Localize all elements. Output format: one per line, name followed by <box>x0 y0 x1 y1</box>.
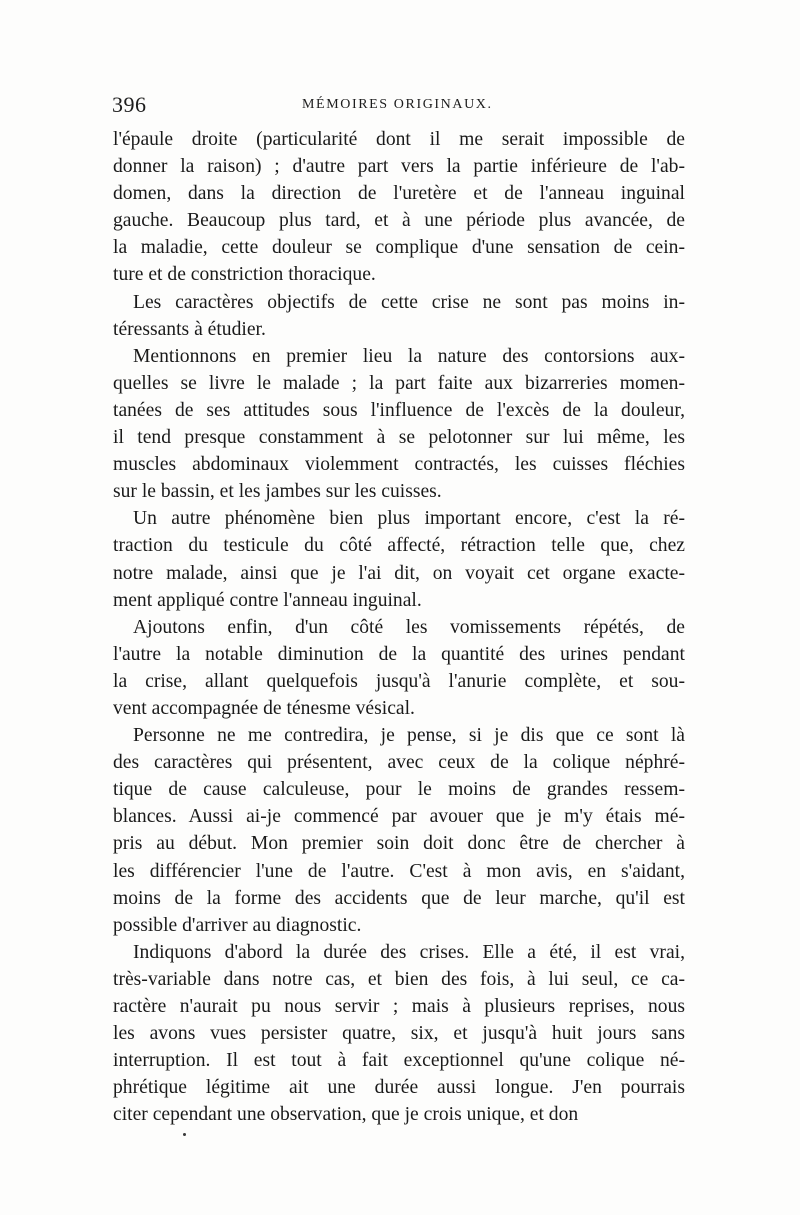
text-line: des caractères qui présentent, avec ceux de la colique néphré- <box>113 752 685 774</box>
text-line: moins de la forme des accidents que de leur marche, qu'il est <box>113 887 685 909</box>
text-line: Les caractères objectifs de cette crise ne sont pas moins in- <box>133 291 685 313</box>
paragraph <box>113 343 685 506</box>
text-line: phrétique légitime ait une durée aussi longue. J'en pourrais <box>113 1077 685 1099</box>
text-line: la maladie, cette douleur se complique d'une sensation de cein- <box>113 237 685 259</box>
text-line: tique de cause calculeuse, pour le moins de grandes ressem- <box>113 779 685 801</box>
text-line: l'épaule droite (particularité dont il me serait impossible de <box>113 129 685 150</box>
text-line: les différencier l'une de l'autre. C'est à mon avis, en s'aidant, <box>113 860 685 882</box>
text-line: domen, dans la direction de l'uretère et de l'anneau inguinal <box>113 183 685 205</box>
text-line: Mentionnons en premier lieu la nature des contorsions aux- <box>133 345 685 367</box>
text-line: sur le bassin, et les jambes sur les cuisses. <box>113 481 442 503</box>
text-line: ment appliqué contre l'anneau inguinal. <box>113 589 422 611</box>
text-line: blances. Aussi ai-je commencé par avouer que je m'y étais mé- <box>113 806 685 828</box>
paragraph <box>113 505 685 613</box>
text-line: donner la raison) ; d'autre part vers la partie inférieure de l'ab- <box>113 156 685 178</box>
text-line: muscles abdominaux violemment contractés, les cuisses fléchies <box>113 454 685 476</box>
paragraph <box>113 614 685 722</box>
text-line: Indiquons d'abord la durée des crises. Elle a été, il est vrai, <box>133 941 685 963</box>
text-line: quelles se livre le malade ; la part faite aux bizarreries momen- <box>113 372 685 394</box>
text-line: interruption. Il est tout à fait exceptionnel qu'une colique né- <box>113 1050 685 1072</box>
text-line: la crise, allant quelquefois jusqu'à l'anurie complète, et sou- <box>113 670 685 692</box>
text-line: Un autre phénomène bien plus important encore, c'est la ré- <box>133 508 685 530</box>
text-line: citer cependant une observation, que je crois unique, et don <box>113 1104 579 1126</box>
text-line: gauche. Beaucoup plus tard, et à une période plus avancée, de <box>113 210 685 232</box>
text-line: les avons vues persister quatre, six, et jusqu'à huit jours sans <box>113 1023 685 1045</box>
text-line: tanées de ses attitudes sous l'influence de l'excès de la douleur, <box>113 399 685 421</box>
text-line: pris au début. Mon premier soin doit donc être de chercher à <box>113 833 685 855</box>
running-title: MÉMOIRES ORIGINAUX. <box>302 97 493 112</box>
body-text <box>113 126 685 1128</box>
text-line: l'autre la notable diminution de la quantité des urines pendant <box>113 643 685 665</box>
paragraph <box>113 722 685 939</box>
text-line: ractère n'aurait pu nous servir ; mais à plusieurs reprises, nous <box>113 996 685 1017</box>
paragraph <box>113 939 685 1129</box>
running-head <box>112 92 692 122</box>
text-line: Ajoutons enfin, d'un côté les vomissements répétés, de <box>133 616 685 638</box>
text-line: vent accompagnée de ténesme vésical. <box>113 697 415 719</box>
text-line: possible d'arriver au diagnostic. <box>113 914 362 936</box>
text-line: il tend presque constamment à se pelotonner sur lui même, les <box>113 427 685 449</box>
page-number: 396 <box>112 92 147 117</box>
ink-speck <box>183 1133 186 1136</box>
text-line: téressants à étudier. <box>113 318 266 340</box>
text-line: très-variable dans notre cas, et bien des fois, à lui seul, ce ca- <box>113 968 685 990</box>
text-line: traction du testicule du côté affecté, rétraction telle que, chez <box>113 535 685 557</box>
text-line: notre malade, ainsi que je l'ai dit, on voyait cet organe exacte- <box>113 562 685 584</box>
text-line: Personne ne me contredira, je pense, si je dis que ce sont là <box>133 725 685 747</box>
paragraph <box>113 126 685 289</box>
text-line: ture et de constriction thoracique. <box>113 264 376 286</box>
paragraph <box>113 289 685 343</box>
